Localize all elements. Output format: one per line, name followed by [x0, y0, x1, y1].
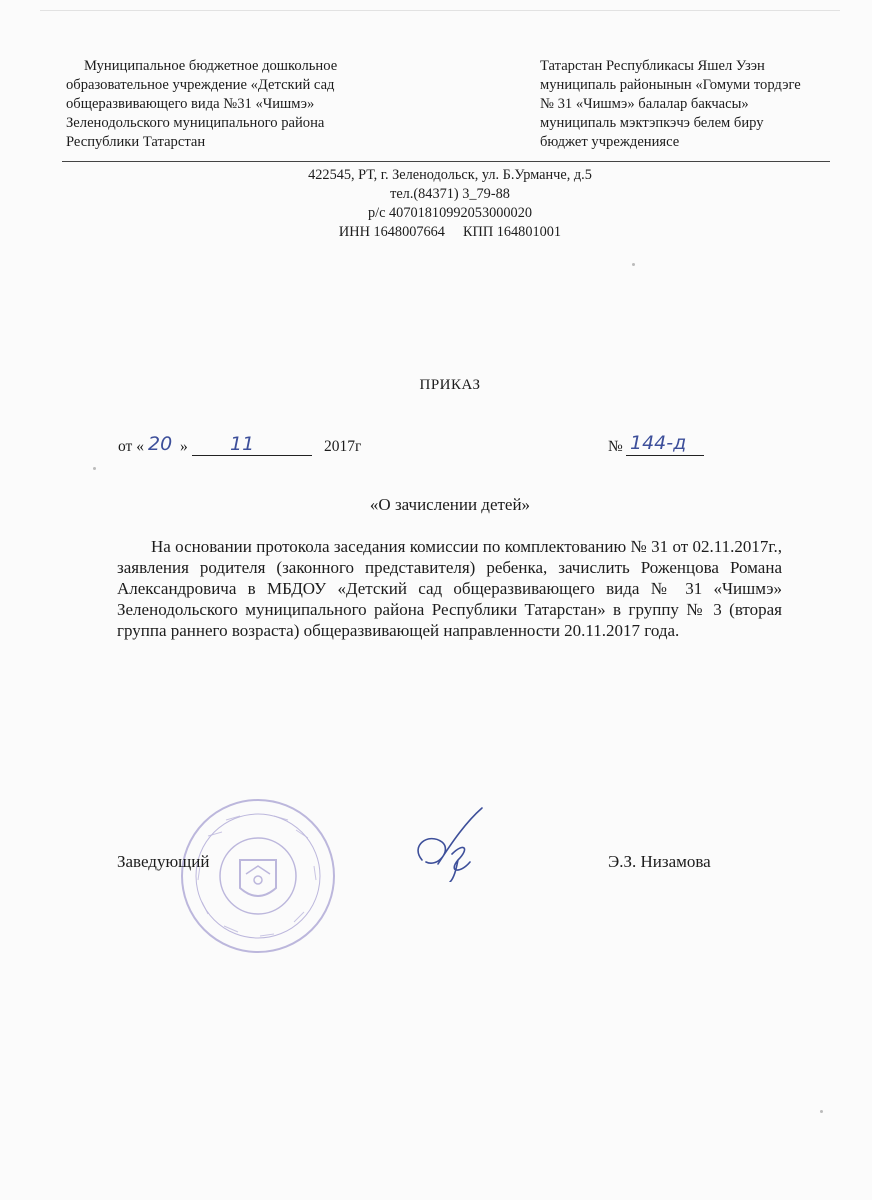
scan-speck — [820, 1110, 823, 1113]
order-number — [608, 432, 687, 456]
number-underline — [626, 455, 704, 456]
header-right-line: Татарстан Республикасы Яшел Узэн — [540, 58, 765, 74]
header-right-line: муниципаль районынын «Гомуми тордэге — [540, 77, 801, 93]
header-right-line: муниципаль мэктэпкэчэ белем биру — [540, 115, 764, 131]
header-right-line: № 31 «Чишмэ» балалар бакчасы» — [540, 96, 749, 112]
date-year: 2017г — [324, 438, 362, 455]
header-left-line: Муниципальное бюджетное дошкольное — [84, 58, 338, 74]
bank-account: р/с 40701810992053000020 — [367, 205, 532, 221]
handwritten-signature — [408, 802, 498, 882]
phone: тел.(84371) 3_79-88 — [390, 186, 510, 202]
date-day: 20 — [148, 433, 173, 455]
contact-block — [240, 166, 660, 242]
date-prefix: от « — [118, 438, 144, 455]
date-underline — [192, 455, 312, 456]
date-quote: » — [180, 438, 188, 455]
number-value: 144-д — [630, 432, 687, 454]
order-date — [118, 433, 362, 456]
header-left-line: общеразвивающего вида №31 «Чишмэ» — [66, 96, 315, 112]
header-left-line: Республики Татарстан — [66, 134, 206, 150]
signatory-role: Заведующий — [117, 852, 210, 871]
number-prefix: № — [608, 438, 623, 455]
header-divider — [62, 161, 830, 162]
tax-ids — [240, 223, 660, 242]
address: 422545, РТ, г. Зеленодольск, ул. Б.Урманче, д.5 — [308, 167, 592, 183]
order-subject: «О зачислении детей» — [369, 495, 531, 514]
header-left-line: Зеленодольского муниципального района — [66, 115, 325, 131]
header-russian — [66, 57, 386, 152]
kpp: КПП 164801001 — [462, 224, 562, 240]
scan-edge — [40, 10, 840, 11]
scan-speck — [632, 263, 635, 266]
body-paragraph: На основании протокола заседания комиссии по комплектованию № 31 от 02.11.2017г., заявления родителя (законного представителя) ребенка, зачислить Роженцова Романа Александровича в МБДОУ «Детский сад общеразвивающего вида № 31 «Чишмэ» Зеленодольского муниципального района Республики Татарстан» в группу № 3 (вторая группа раннего возраста) общеразвивающей направленности 20.11.2017 года. — [117, 537, 782, 640]
scan-speck — [93, 467, 96, 470]
header-left-line: образовательное учреждение «Детский сад — [66, 77, 335, 93]
document-title: ПРИКАЗ — [419, 377, 481, 393]
order-body — [117, 536, 782, 641]
header-right-line: бюджет учреждениясе — [540, 134, 680, 150]
header-tatar — [540, 57, 820, 152]
inn: ИНН 1648007664 — [338, 224, 445, 240]
date-month: 11 — [230, 433, 255, 455]
official-stamp — [178, 796, 338, 956]
signatory-name: Э.З. Низамова — [608, 852, 711, 871]
